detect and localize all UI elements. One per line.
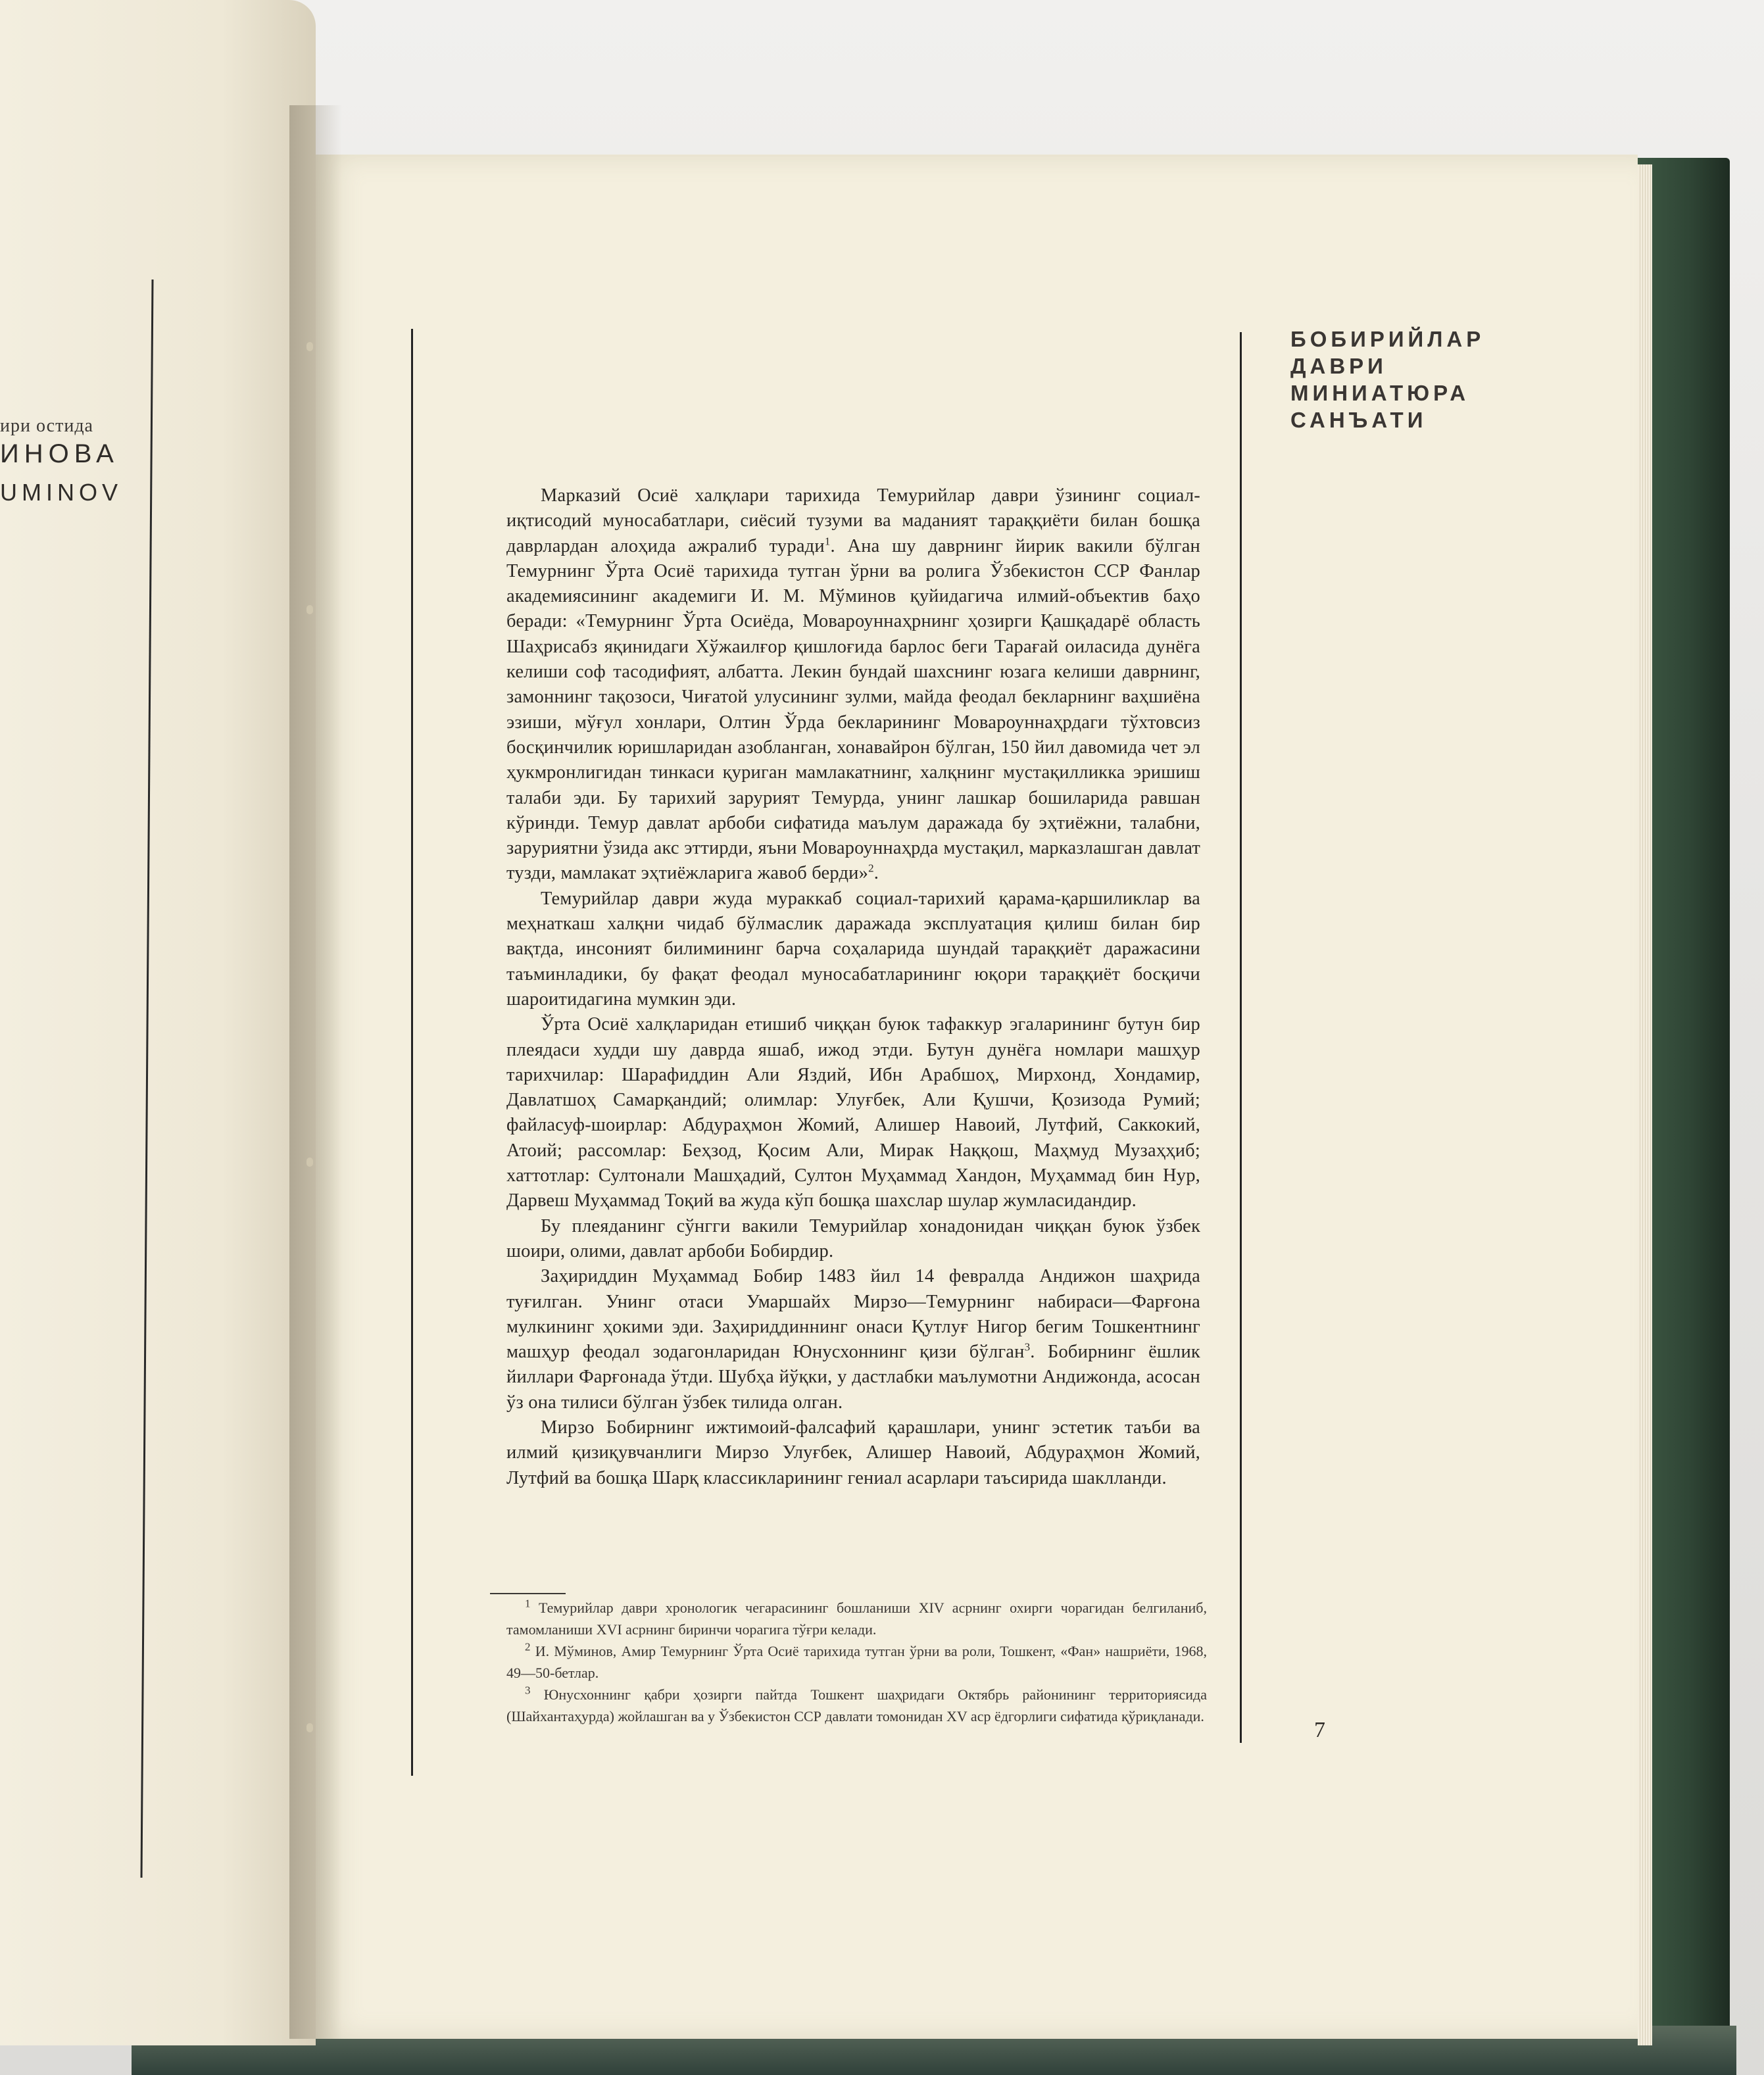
footnote-separator (490, 1593, 566, 1594)
paragraph-text: Темурийлар даври жуда мураккаб социал-тарихий қарама-қаршиликлар ва меҳнаткаш халқни чидаб бўлмаслик даражада эксплуатация қилиш билан бир вақтда, инсоният билимининг барча соҳаларида шундай тараққиёт даражасини таъминладики, бу фақат феодал муносабатларининг юқори тараққиёт босқичи шароитидагина мумкин эди. (506, 888, 1200, 1010)
paragraph-text: . Бобирнинг ёшлик йиллари Фарғонада ўтди. Шубҳа йўқки, у дастлабки маълумотни Андижонда, асосан ўз она тилиси бўлган ўзбек тилида олган. (506, 1342, 1200, 1413)
footnote (506, 1597, 1207, 1640)
paragraph-text: . (873, 863, 879, 884)
footnote-ref: 2 (868, 862, 874, 875)
paragraph (506, 887, 1200, 1012)
paragraph-text: . Ана шу даврнинг йирик вакили бўлган Темурнинг Ўрта Осиё тарихида тутган ўрни ва ролига Ўзбекистон ССР Фанлар академиясининг академиги И. М. Мўминов қуйидагича илмий-объектив баҳо беради: «Темурнинг Ўрта Осиёда, Мовароуннаҳрнинг ҳозирги Қашқадарё область Шаҳрисабз яқинидаги Хўжаилғор қишлоғида барлос беги Тарағай оиласида дунёга келиши соф тасодифият, албатта. Лекин бундай шахснинг юзага келиши даврнинг, замоннинг тақозоси, Чиғатой улусининг зулми, майда феодал бекларнинг ваҳшиёна эзиши, мўғул хонлари, Олтин Ўрда бекларининг Мовароуннаҳрдаги тўхтовсиз босқинчилик юришларидан азобланган, хонавайрон бўлган, 150 йил давомида чет эл ҳукмронлигидан тинкаси қуриган мамлакатнинг, халқнинг мустақилликка эришиш талаби эди. Бу тарихий зарурият Темурда, унинг лашкар бошиларида равшан кўринди. Темур давлат арбоби сифатида маълум даражада бу эҳтиёжни, талабни, заруриятни ўзида акс эттирди, яъни Мовароуннаҳрда мустақил, марказлашган давлат тузди, мамлакат эҳтиёжларига жавоб берди» (506, 535, 1200, 884)
binding-stitch (306, 605, 313, 614)
left-page-line-2: ИНОВА (0, 439, 119, 468)
footnote-text: Юнусхоннинг қабри ҳозирги пайтда Тошкент шаҳридаги Октябрь районининг территориясида (Шайхантаҳурда) жойлашган ва у Ўзбекистон ССР давлати томонидан XV аср ёдгорлиги сифатида қўриқланади. (506, 1686, 1208, 1724)
footnote (506, 1640, 1207, 1684)
gutter-shadow (289, 105, 342, 2039)
footnote (506, 1684, 1207, 1727)
footnote-ref: 3 (1024, 1340, 1031, 1354)
footnote-ref: 1 (824, 535, 831, 548)
body-text (506, 483, 1200, 1491)
section-title-line: САНЪАТИ (1290, 408, 1427, 432)
page-number: 7 (1314, 1718, 1325, 1742)
paragraph-text: Марказий Осиё халқлари тарихида Темурийлар даври ўзининг социал-иқтисодий муносабатлари, сиёсий тузуми ва маданият тараққиёти билан бошқа даврлардан алоҳида ажралиб туради (506, 485, 1200, 556)
right-page-left-rule (411, 329, 413, 1776)
footnotes (506, 1597, 1207, 1727)
paragraph (506, 1214, 1200, 1265)
footnote-text: И. Мўминов, Амир Темурнинг Ўрта Осиё тарихида тутган ўрни ва роли, Тошкент, «Фан» нашриёти, 1968, 49—50-бетлар. (506, 1643, 1208, 1681)
footnote-number: 1 (525, 1597, 531, 1610)
section-title-line: БОБИРИЙЛАР (1290, 327, 1485, 351)
footnote-number: 3 (525, 1684, 531, 1697)
right-page-right-rule (1240, 332, 1242, 1743)
footnote-text: Темурийлар даври хронологик чегарасининг бошланиши XIV асрнинг охирги чорагидан белгиланиб, тамомланиши XVI асрнинг биринчи чорагига тўғри келади. (506, 1599, 1208, 1638)
paragraph (506, 1415, 1200, 1491)
left-page-line-1: ири остида (0, 416, 93, 436)
binding-stitch (306, 1158, 313, 1167)
binding-stitch (306, 342, 313, 351)
section-title-line: ДАВРИ (1290, 354, 1387, 378)
page-stack-edge (1638, 164, 1652, 2045)
section-title (1290, 326, 1488, 433)
binding-stitch (306, 1723, 313, 1732)
paragraph (506, 483, 1200, 887)
paragraph-text: Бу плеяданинг сўнгги вакили Темурийлар хонадонидан чиққан буюк ўзбек шоири, олими, давлат арбоби Бобирдир. (506, 1215, 1200, 1261)
paragraph (506, 1012, 1200, 1213)
paragraph-text: Ўрта Осиё халқларидан етишиб чиққан буюк тафаккур эгаларининг бутун бир плеядаси худди шу даврда яшаб, ижод этди. Бутун дунёга номлари машҳур тарихчилар: Шарафиддин Али Яздий, Ибн Арабшоҳ, Мирхонд, Хондамир, Давлатшоҳ Самарқандий; олимлар: Улуғбек, Али Қушчи, Қозизода Румий; файласуф-шоирлар: Абдураҳмон Жомий, Алишер Навоий, Лутфий, Саккокий, Атоий; рассомлар: Беҳзод, Қосим Али, Мирак Наққош, Маҳмуд Музаҳҳиб; хаттотлар: Султонали Машҳадий, Султон Муҳаммад Хандон, Муҳаммад бин Нур, Дарвеш Муҳаммад Тоқий ва жуда кўп бошқа шахслар шулар жумласидандир. (506, 1014, 1200, 1211)
paragraph-text: Заҳириддин Муҳаммад Бобир 1483 йил 14 февралда Андижон шаҳрида туғилган. Унинг отаси Умаршайх Мирзо—Темурнинг набираси—Фарғона мулкининг ҳокими эди. Заҳириддиннинг онаси Қутлуғ Нигор бегим Тошкентнинг машҳур феодал зодагонларидан Юнусхоннинг қизи бўлган (506, 1266, 1200, 1363)
section-title-line: МИНИАТЮРА (1290, 381, 1470, 405)
paragraph-text: Мирзо Бобирнинг ижтимоий-фалсафий қарашлари, унинг эстетик таъби ва илмий қизиқувчанлиги Мирзо Улуғбек, Алишер Навоий, Абдураҳмон Жомий, Лутфий ва бошқа Шарқ классикларининг гениал асарлари таъсирида шаклланди. (506, 1417, 1200, 1488)
footnote-number: 2 (525, 1640, 531, 1653)
left-page-line-3: UMINOV (0, 479, 122, 506)
paragraph (506, 1264, 1200, 1415)
left-page (0, 0, 316, 2045)
left-page-rule (141, 280, 154, 1878)
